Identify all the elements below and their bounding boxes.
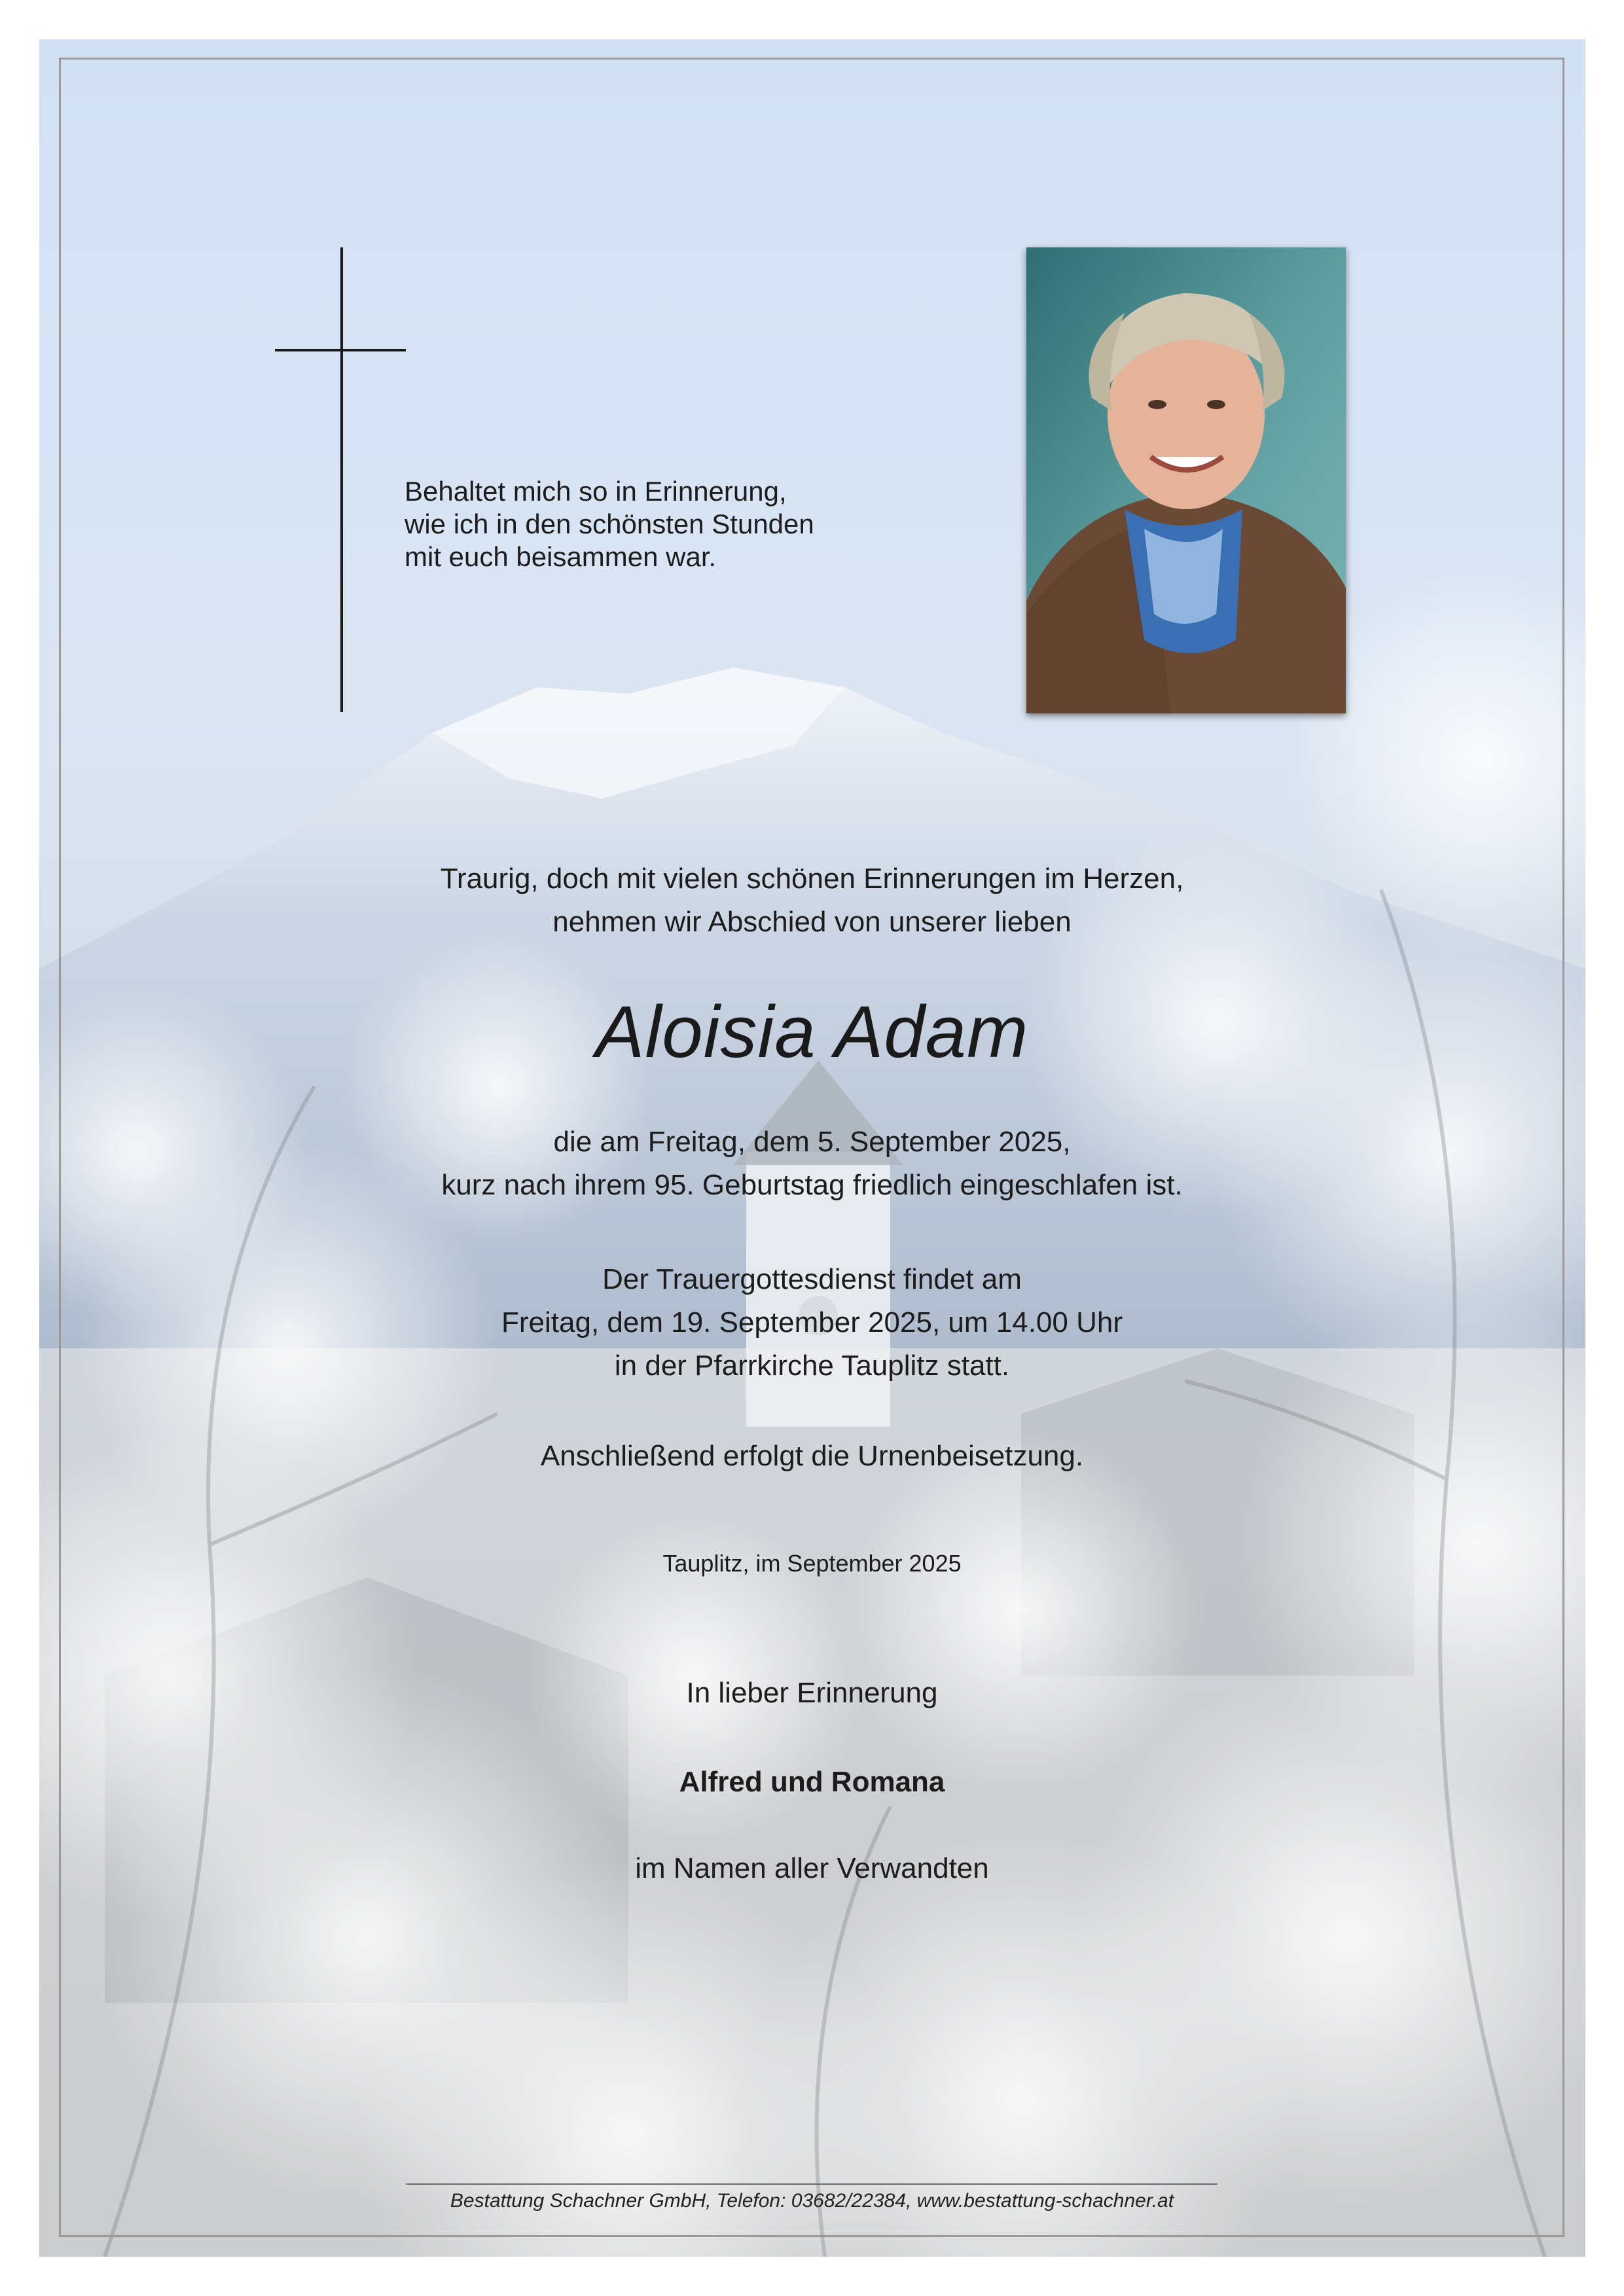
mourners-block — [0, 1766, 1624, 1799]
burial-info — [0, 1435, 1624, 1478]
intro-line: nehmen wir Abschied von unserer lieben — [552, 906, 1072, 938]
mourners-names: Alfred und Romana — [679, 1766, 945, 1798]
in-memory-block — [0, 1677, 1624, 1710]
cross-icon-horizontal — [275, 349, 406, 351]
service-line: Der Trauergottesdienst findet am — [602, 1263, 1022, 1295]
footer-divider — [406, 2183, 1218, 2185]
service-line: Freitag, dem 19. September 2025, um 14.00 Uhr — [501, 1306, 1123, 1338]
relatives-block — [0, 1852, 1624, 1885]
portrait-image — [1026, 247, 1346, 713]
intro-line: Traurig, doch mit vielen schönen Erinnerungen im Herzen, — [440, 863, 1184, 895]
in-memory-text: In lieber Erinnerung — [686, 1677, 938, 1709]
poem-line: mit euch beisammen war. — [405, 541, 717, 572]
cross-icon-vertical — [340, 247, 343, 712]
death-details-line: kurz nach ihrem 95. Geburtstag friedlich eingeschlafen ist. — [441, 1169, 1183, 1201]
death-details-line: die am Freitag, dem 5. September 2025, — [553, 1126, 1071, 1158]
footer-imprint: Bestattung Schachner GmbH, Telefon: 03682/22384, www.bestattung-schachner.at — [450, 2190, 1174, 2212]
portrait-photo — [1026, 247, 1346, 713]
place-date: Tauplitz, im September 2025 — [662, 1550, 962, 1577]
poem-line: wie ich in den schönsten Stunden — [405, 509, 814, 539]
deceased-name-block — [0, 990, 1624, 1074]
burial-line: Anschließend erfolgt die Urnenbeisetzung. — [540, 1440, 1084, 1472]
poem-line: Behaltet mich so in Erinnerung, — [405, 476, 787, 507]
service-info — [0, 1258, 1624, 1388]
death-details — [0, 1121, 1624, 1207]
service-line: in der Pfarrkirche Tauplitz statt. — [614, 1350, 1010, 1382]
deceased-name: Aloisia Adam — [595, 991, 1029, 1073]
relatives-text: im Namen aller Verwandten — [635, 1852, 989, 1884]
intro-text — [0, 857, 1624, 944]
place-date-block — [0, 1550, 1624, 1577]
poem — [405, 475, 994, 573]
